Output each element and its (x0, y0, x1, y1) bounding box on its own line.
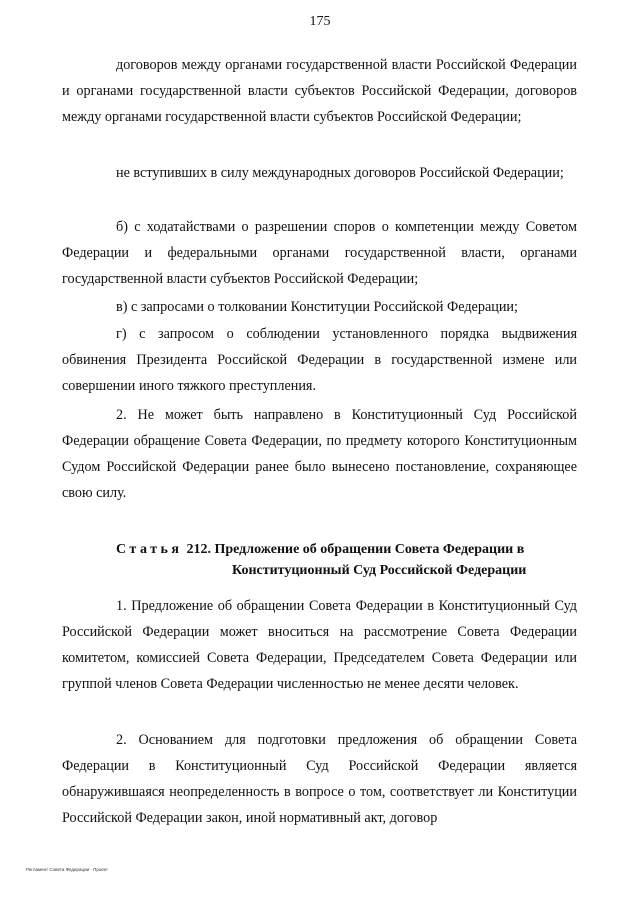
page-number: 175 (309, 14, 331, 29)
article-label: Статья (116, 542, 183, 557)
paragraph-point-2: 2. Не может быть направлено в Конституционный Суд Российской Федерации обращение Совета Федерации, по предмету которого Конституционным Судом Российской Федерации ранее было вынесено постановление, сохраняющее свою силу. (62, 407, 577, 501)
article-paragraph-1: 1. Предложение об обращении Совета Федерации в Конституционный Суд Российской Федерации может вноситься на рассмотрение Совета Федерации комитетом, комиссией Совета Федерации, Председателем Совета Федерации или группой членов Совета Федерации численностью не менее десяти человек. (62, 598, 577, 692)
paragraph-item-g: г) с запросом о соблюдении установленного порядка выдвижения обвинения Президента Российской Федерации в государственной измене или совершении иного тяжкого преступления. (62, 326, 577, 394)
paragraph-item-v: в) с запросами о толковании Конституции Российской Федерации; (116, 299, 518, 315)
article-number-title: 212. Предложение об обращении Совета Федерации в (186, 542, 525, 557)
article-paragraph-2: 2. Основанием для подготовки предложения об обращении Совета Федерации в Конституционный Суд Российской Федерации является обнаружившаяся неопределенность в вопросе о том, соответствует ли Конституции Российской Федерации закон, иной нормативный акт, договор (62, 732, 577, 826)
footer-note: Регламент Совета Федерации · Проект (26, 867, 108, 872)
article-title-line2: Конституционный Суд Российской Федерации (232, 563, 527, 578)
paragraph-international-treaties: не вступивших в силу международных договоров Российской Федерации; (116, 165, 564, 181)
article-heading (116, 539, 576, 581)
paragraph-treaties-continuation: договоров между органами государственной власти Российской Федерации и органами государственной власти субъектов Российской Федерации, договоров между органами государственной власти субъектов Российской Федерации; (62, 57, 577, 125)
paragraph-item-b: б) с ходатайствами о разрешении споров о компетенции между Советом Федерации и федеральными органами государственной власти, органами государственной власти субъектов Российской Федерации; (62, 219, 577, 287)
